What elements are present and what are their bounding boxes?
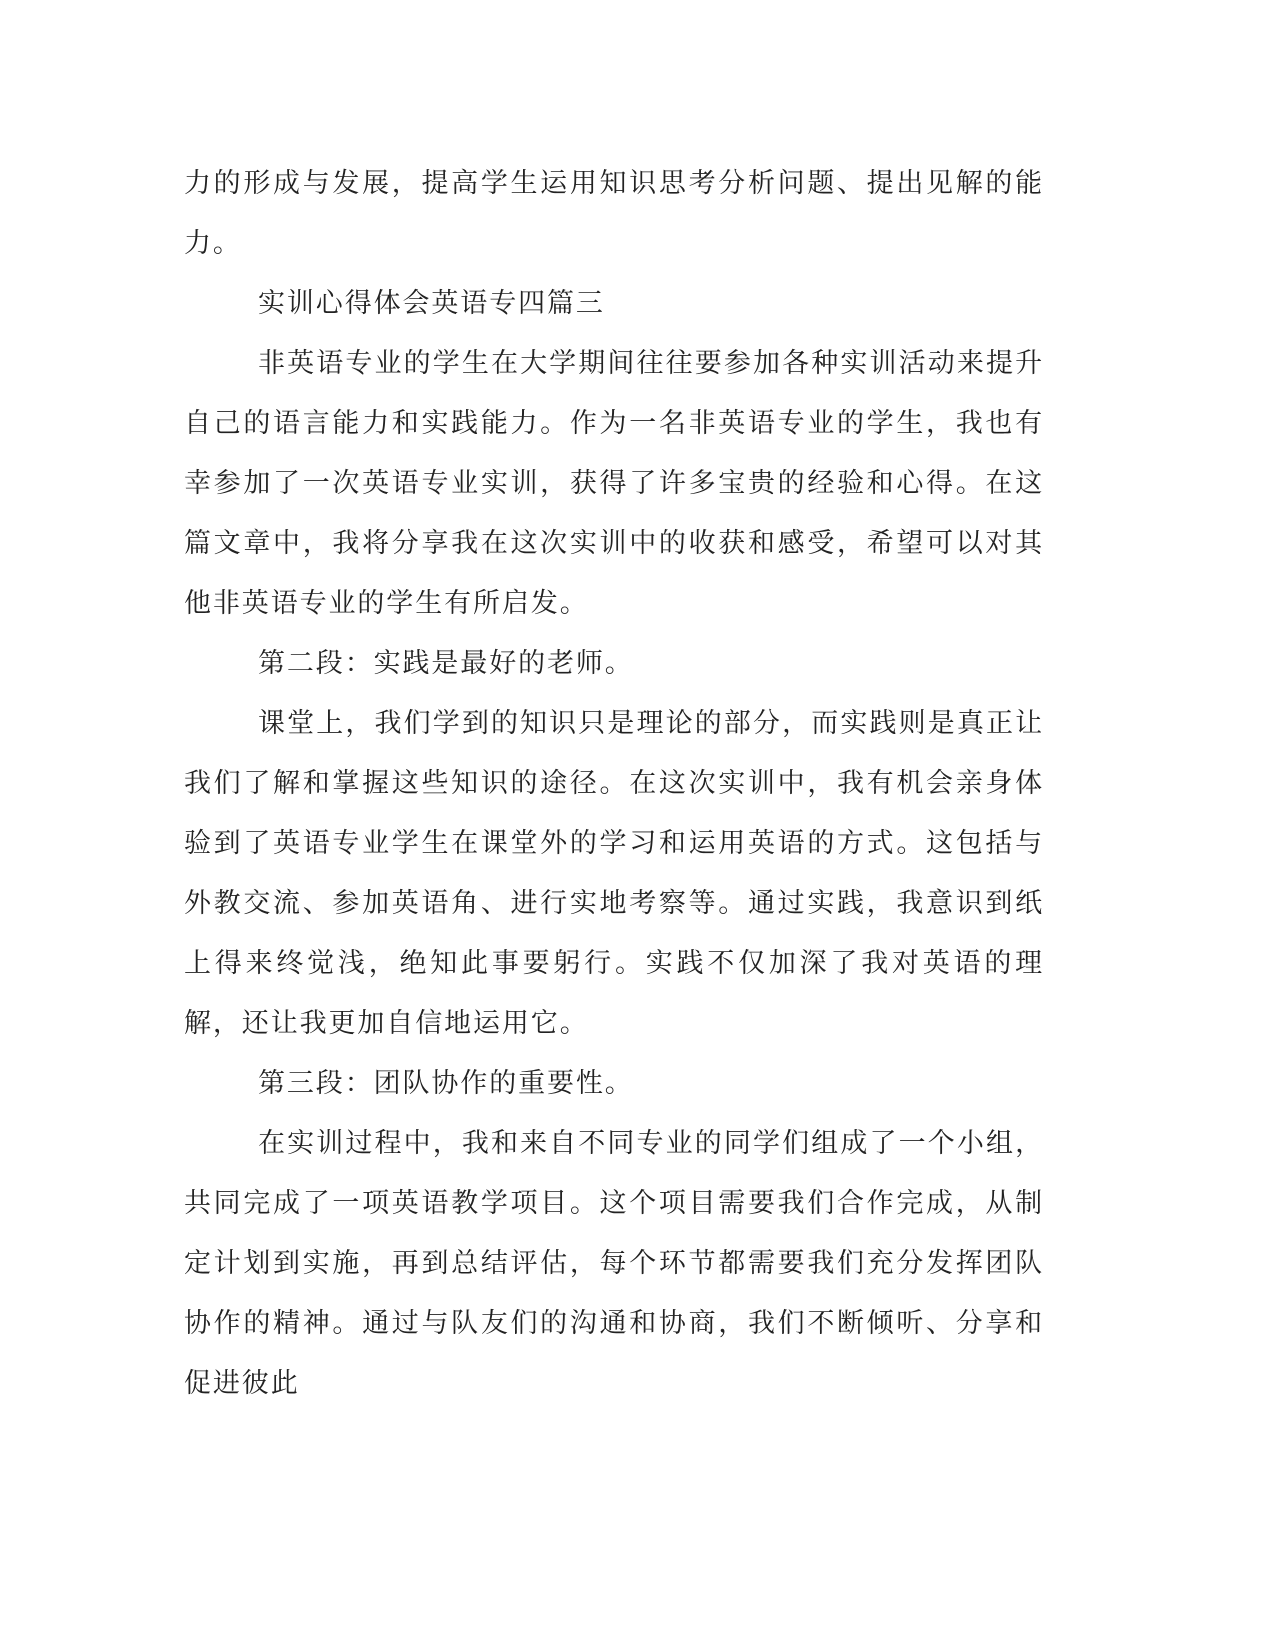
paragraph-teamwork: 在实训过程中，我和来自不同专业的同学们组成了一个小组，共同完成了一项英语教学项目。这个项目需要我们合作完成，从制定计划到实施，再到总结评估，每个环节都需要我们充分发挥团队协作的精神。通过与队友们的沟通和协商，我们不断倾听、分享和促进彼此 [184, 1128, 1044, 1399]
paragraph-continuation: 力的形成与发展，提高学生运用知识思考分析问题、提出见解的能力。 [184, 168, 1044, 259]
paragraph-heading-3: 第三段：团队协作的重要性。 [258, 1068, 634, 1099]
paragraph-practice: 课堂上，我们学到的知识只是理论的部分，而实践则是真正让我们了解和掌握这些知识的途径。在这次实训中，我有机会亲身体验到了英语专业学生在课堂外的学习和运用英语的方式。这包括与外教交流、参加英语角、进行实地考察等。通过实践，我意识到纸上得来终觉浅，绝知此事要躬行。实践不仅加深了我对英语的理解，还让我更加自信地运用它。 [184, 708, 1044, 1039]
document-body [184, 154, 1044, 1414]
paragraph-heading-2: 第二段：实践是最好的老师。 [258, 648, 634, 679]
paragraph-intro: 非英语专业的学生在大学期间往往要参加各种实训活动来提升自己的语言能力和实践能力。作为一名非英语专业的学生，我也有幸参加了一次英语专业实训，获得了许多宝贵的经验和心得。在这篇文章中，我将分享我在这次实训中的收获和感受，希望可以对其他非英语专业的学生有所启发。 [184, 348, 1044, 619]
section-heading: 实训心得体会英语专四篇三 [258, 288, 605, 319]
